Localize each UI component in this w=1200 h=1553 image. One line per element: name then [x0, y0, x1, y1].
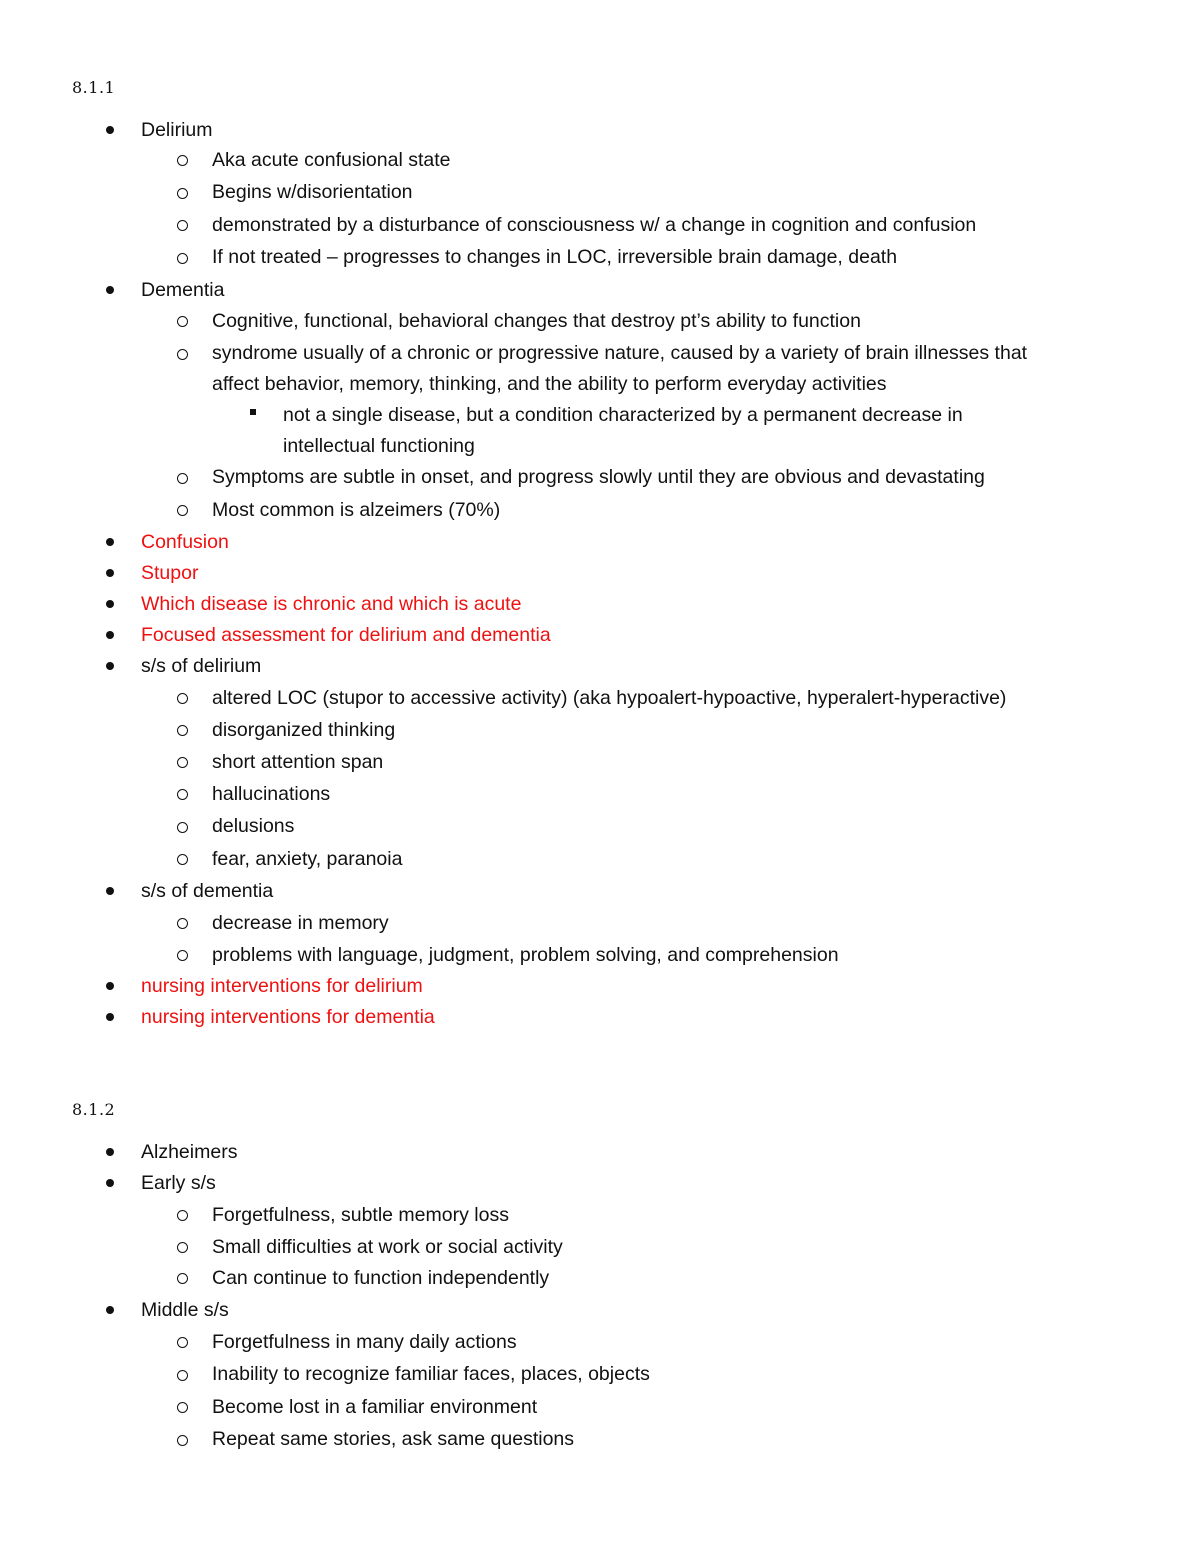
- hollow-bullet-icon: [177, 1435, 188, 1446]
- bullet-icon: [106, 126, 114, 134]
- bullet-icon: [106, 1179, 114, 1187]
- list-item-alzheimers: Alzheimers: [141, 1141, 238, 1163]
- list-subitem: Can continue to function independently: [212, 1267, 550, 1289]
- list-subitem: Repeat same stories, ask same questions: [212, 1428, 575, 1450]
- list-item-ss-delirium: s/s of delirium: [141, 655, 262, 677]
- hollow-bullet-icon: [177, 918, 188, 929]
- bullet-icon: [106, 600, 114, 608]
- bullet-icon: [106, 569, 114, 577]
- hollow-bullet-icon: [177, 155, 188, 166]
- list-subitem: Forgetfulness, subtle memory loss: [212, 1204, 509, 1226]
- hollow-bullet-icon: [177, 1402, 188, 1413]
- section-heading-8-1-2: 8.1.2: [72, 1100, 116, 1119]
- list-subitem: Forgetfulness in many daily actions: [212, 1331, 517, 1353]
- list-subitem: Cognitive, functional, behavioral changes that destroy pt’s ability to function: [212, 310, 861, 332]
- hollow-bullet-icon: [177, 757, 188, 768]
- bullet-icon: [106, 286, 114, 294]
- hollow-bullet-icon: [177, 1273, 188, 1284]
- list-subitem: hallucinations: [212, 783, 331, 805]
- hollow-bullet-icon: [177, 505, 188, 516]
- hollow-bullet-icon: [177, 253, 188, 264]
- list-item-ss-dementia: s/s of dementia: [141, 880, 274, 902]
- list-item-middle: Middle s/s: [141, 1299, 229, 1321]
- list-subitem: If not treated – progresses to changes in LOC, irreversible brain damage, death: [212, 246, 898, 268]
- list-subitem: Small difficulties at work or social activity: [212, 1236, 563, 1258]
- hollow-bullet-icon: [177, 316, 188, 327]
- list-subitem: Symptoms are subtle in onset, and progress slowly until they are obvious and devastating: [212, 466, 985, 488]
- hollow-bullet-icon: [177, 188, 188, 199]
- hollow-bullet-icon: [177, 473, 188, 484]
- list-item-delirium: Delirium: [141, 119, 213, 141]
- bullet-icon: [106, 538, 114, 546]
- list-subsubitem-continued: intellectual functioning: [283, 435, 475, 457]
- list-subitem: problems with language, judgment, problem solving, and comprehension: [212, 944, 839, 966]
- list-subitem: delusions: [212, 815, 295, 837]
- list-item-highlight: nursing interventions for dementia: [141, 1006, 435, 1028]
- list-subitem: Aka acute confusional state: [212, 149, 451, 171]
- list-subitem: altered LOC (stupor to accessive activity) (aka hypoalert-hypoactive, hyperalert-hyperactive): [212, 687, 1007, 709]
- bullet-icon: [106, 982, 114, 990]
- hollow-bullet-icon: [177, 693, 188, 704]
- list-item-highlight: nursing interventions for delirium: [141, 975, 423, 997]
- list-subitem: decrease in memory: [212, 912, 389, 934]
- bullet-icon: [106, 1148, 114, 1156]
- list-subitem: Most common is alzeimers (70%): [212, 499, 501, 521]
- list-item-highlight: Which disease is chronic and which is acute: [141, 593, 522, 615]
- hollow-bullet-icon: [177, 1337, 188, 1348]
- list-item-dementia: Dementia: [141, 279, 225, 301]
- hollow-bullet-icon: [177, 789, 188, 800]
- list-item-early: Early s/s: [141, 1172, 216, 1194]
- bullet-icon: [106, 631, 114, 639]
- list-item-highlight: Stupor: [141, 562, 199, 584]
- list-item-highlight: Confusion: [141, 531, 229, 553]
- hollow-bullet-icon: [177, 1242, 188, 1253]
- list-subitem: Inability to recognize familiar faces, places, objects: [212, 1363, 650, 1385]
- list-subitem: demonstrated by a disturbance of consciousness w/ a change in cognition and confusion: [212, 214, 977, 236]
- bullet-icon: [106, 662, 114, 670]
- list-subitem: Become lost in a familiar environment: [212, 1396, 538, 1418]
- hollow-bullet-icon: [177, 822, 188, 833]
- square-bullet-icon: [250, 409, 256, 415]
- list-subsubitem: not a single disease, but a condition characterized by a permanent decrease in: [283, 404, 963, 426]
- hollow-bullet-icon: [177, 1370, 188, 1381]
- list-subitem: fear, anxiety, paranoia: [212, 848, 403, 870]
- list-subitem: short attention span: [212, 751, 384, 773]
- list-item-highlight: Focused assessment for delirium and dementia: [141, 624, 551, 646]
- hollow-bullet-icon: [177, 950, 188, 961]
- section-heading-8-1-1: 8.1.1: [72, 78, 116, 97]
- hollow-bullet-icon: [177, 725, 188, 736]
- hollow-bullet-icon: [177, 349, 188, 360]
- bullet-icon: [106, 1013, 114, 1021]
- bullet-icon: [106, 887, 114, 895]
- hollow-bullet-icon: [177, 220, 188, 231]
- list-subitem: disorganized thinking: [212, 719, 396, 741]
- bullet-icon: [106, 1306, 114, 1314]
- list-subitem: Begins w/disorientation: [212, 181, 413, 203]
- list-subitem: syndrome usually of a chronic or progressive nature, caused by a variety of brain illnesses that: [212, 342, 1028, 364]
- list-subitem-continued: affect behavior, memory, thinking, and the ability to perform everyday activities: [212, 373, 887, 395]
- hollow-bullet-icon: [177, 854, 188, 865]
- hollow-bullet-icon: [177, 1210, 188, 1221]
